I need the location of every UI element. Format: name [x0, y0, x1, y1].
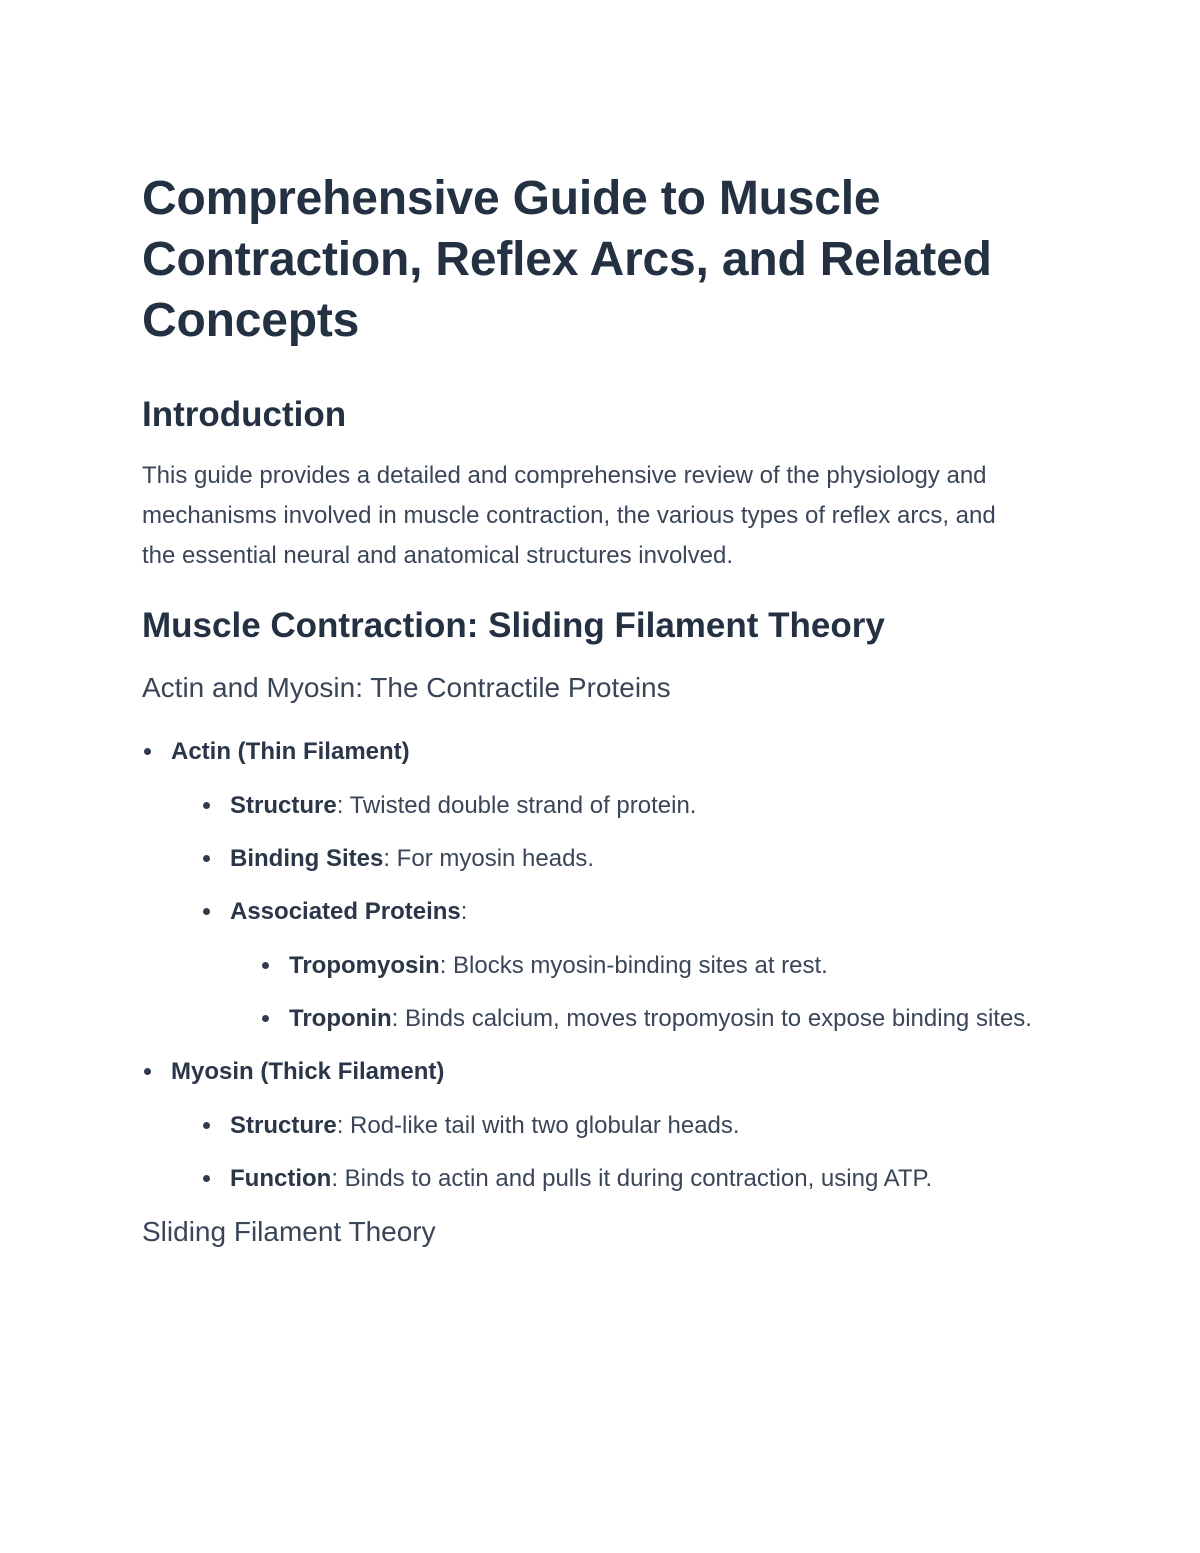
bullet-icon — [144, 748, 151, 755]
bullet-icon — [144, 1068, 151, 1075]
myosin-label: Myosin (Thick Filament) — [171, 1058, 445, 1085]
list-item-actin-associated — [201, 892, 1032, 1038]
actin-binding-label: Binding Sites — [230, 845, 384, 872]
actin-associated-label: Associated Proteins — [230, 898, 461, 925]
introduction-paragraph: This guide provides a detailed and comprehensive review of the physiology and mechanisms involved in muscle contraction, the various types of reflex arcs, and the essential neural and anatomical structures involved. — [142, 462, 996, 569]
myosin-function-label: Function — [230, 1165, 332, 1192]
document-title: Comprehensive Guide to Muscle Contraction, Reflex Arcs, and Related Concepts — [142, 172, 992, 347]
actin-label: Actin (Thin Filament) — [171, 738, 410, 765]
introduction-heading: Introduction — [142, 395, 347, 434]
contractile-proteins-list — [142, 732, 1032, 1198]
list-item-troponin — [260, 999, 1032, 1038]
bullet-icon — [262, 1015, 269, 1022]
list-item-myosin-structure — [201, 1106, 1032, 1145]
list-item-myosin — [142, 1052, 1032, 1198]
actin-binding-text: : For myosin heads. — [383, 845, 595, 872]
myosin-details-list — [171, 1106, 1032, 1198]
troponin-label: Troponin — [289, 1005, 392, 1032]
actin-associated-text: : — [460, 898, 468, 925]
actin-details-list — [171, 786, 1032, 1038]
bullet-icon — [262, 962, 269, 969]
bullet-icon — [203, 802, 210, 809]
myosin-structure-label: Structure — [230, 1112, 337, 1139]
list-item-actin-structure — [201, 786, 1032, 825]
bullet-icon — [203, 1122, 210, 1129]
troponin-text: : Binds calcium, moves tropomyosin to expose binding sites. — [391, 1005, 1032, 1032]
list-item-myosin-function — [201, 1159, 1032, 1198]
myosin-structure-text: : Rod-like tail with two globular heads. — [336, 1112, 740, 1139]
actin-myosin-subheading: Actin and Myosin: The Contractile Proteins — [142, 672, 671, 703]
list-item-actin — [142, 732, 1032, 1038]
muscle-contraction-heading: Muscle Contraction: Sliding Filament Theory — [142, 606, 885, 645]
actin-structure-label: Structure — [230, 792, 337, 819]
actin-structure-text: : Twisted double strand of protein. — [336, 792, 697, 819]
document-page — [142, 168, 1032, 1252]
bullet-icon — [203, 855, 210, 862]
myosin-function-text: : Binds to actin and pulls it during contraction, using ATP. — [331, 1165, 933, 1192]
associated-proteins-list — [230, 946, 1032, 1038]
list-item-actin-binding — [201, 839, 1032, 878]
bullet-icon — [203, 1175, 210, 1182]
tropomyosin-text: : Blocks myosin-binding sites at rest. — [439, 952, 828, 979]
list-item-tropomyosin — [260, 946, 1032, 985]
sliding-filament-subheading: Sliding Filament Theory — [142, 1216, 436, 1247]
bullet-icon — [203, 908, 210, 915]
tropomyosin-label: Tropomyosin — [289, 952, 440, 979]
